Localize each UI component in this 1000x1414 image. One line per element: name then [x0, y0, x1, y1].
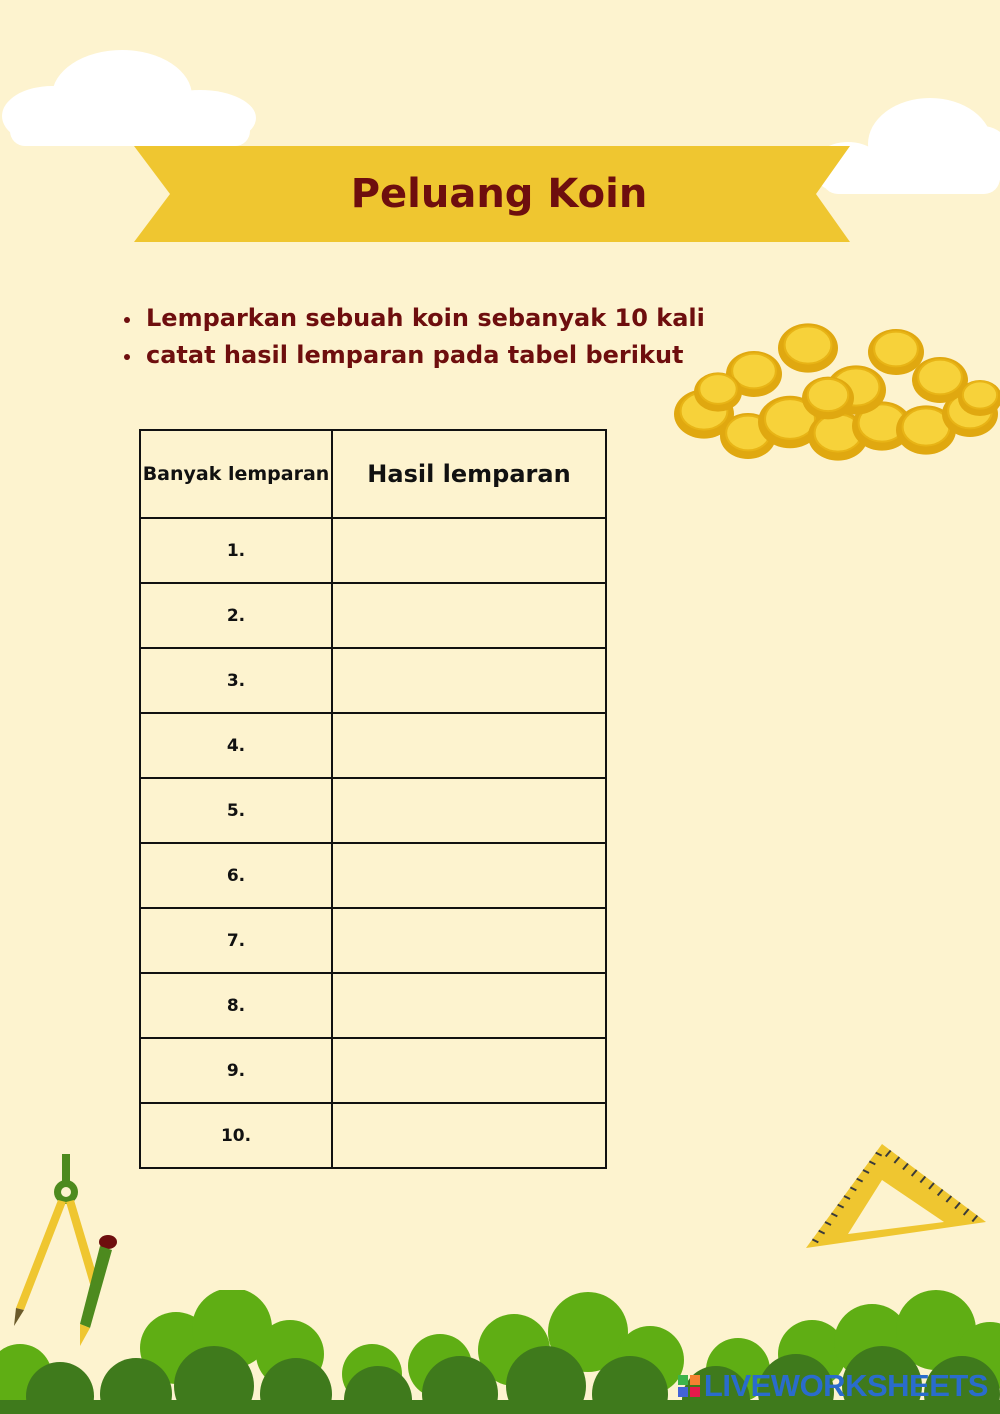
row-number: 9. — [140, 1038, 332, 1103]
table-row — [140, 1038, 606, 1103]
coin-face-icon — [699, 374, 736, 404]
row-number: 2. — [140, 583, 332, 648]
instruction-list — [118, 300, 705, 374]
result-cell[interactable] — [332, 908, 606, 973]
row-number: 4. — [140, 713, 332, 778]
result-cell[interactable] — [332, 973, 606, 1038]
instruction-item: catat hasil lemparan pada tabel berikut — [118, 337, 705, 374]
table-row — [140, 908, 606, 973]
coin-face-icon — [918, 360, 962, 395]
table-row — [140, 843, 606, 908]
table-row — [140, 1103, 606, 1168]
row-number: 1. — [140, 518, 332, 583]
result-cell[interactable] — [332, 843, 606, 908]
row-number: 8. — [140, 973, 332, 1038]
header-banyak-lemparan: Banyak lemparan — [140, 430, 332, 518]
coin-pile-icon — [668, 318, 1000, 466]
liveworksheets-logo-icon — [678, 1375, 700, 1397]
title-banner — [134, 146, 850, 242]
table-row — [140, 518, 606, 583]
table-row — [140, 778, 606, 843]
cloud-icon — [0, 44, 260, 148]
result-cell[interactable] — [332, 583, 606, 648]
liveworksheets-brand[interactable] — [678, 1368, 988, 1404]
row-number: 5. — [140, 778, 332, 843]
instruction-item: Lemparkan sebuah koin sebanyak 10 kali — [118, 300, 705, 337]
results-table — [139, 429, 607, 1169]
coin-face-icon — [874, 332, 918, 367]
table-header-row — [140, 430, 606, 518]
page-title: Peluang Koin — [350, 171, 648, 217]
result-cell[interactable] — [332, 778, 606, 843]
table-row — [140, 583, 606, 648]
row-number: 10. — [140, 1103, 332, 1168]
row-number: 3. — [140, 648, 332, 713]
result-cell[interactable] — [332, 648, 606, 713]
brand-text: LIVEWORKSHEETS — [703, 1368, 988, 1403]
coin-face-icon — [808, 379, 849, 411]
result-cell[interactable] — [332, 1038, 606, 1103]
row-number: 7. — [140, 908, 332, 973]
table-row — [140, 973, 606, 1038]
table-row — [140, 713, 606, 778]
header-hasil-lemparan: Hasil lemparan — [332, 430, 606, 518]
result-cell[interactable] — [332, 713, 606, 778]
table-row — [140, 648, 606, 713]
result-cell[interactable] — [332, 518, 606, 583]
coin-face-icon — [963, 381, 997, 408]
coin-face-icon — [785, 326, 832, 363]
result-cell[interactable] — [332, 1103, 606, 1168]
set-square-icon — [804, 1140, 990, 1252]
row-number: 6. — [140, 843, 332, 908]
